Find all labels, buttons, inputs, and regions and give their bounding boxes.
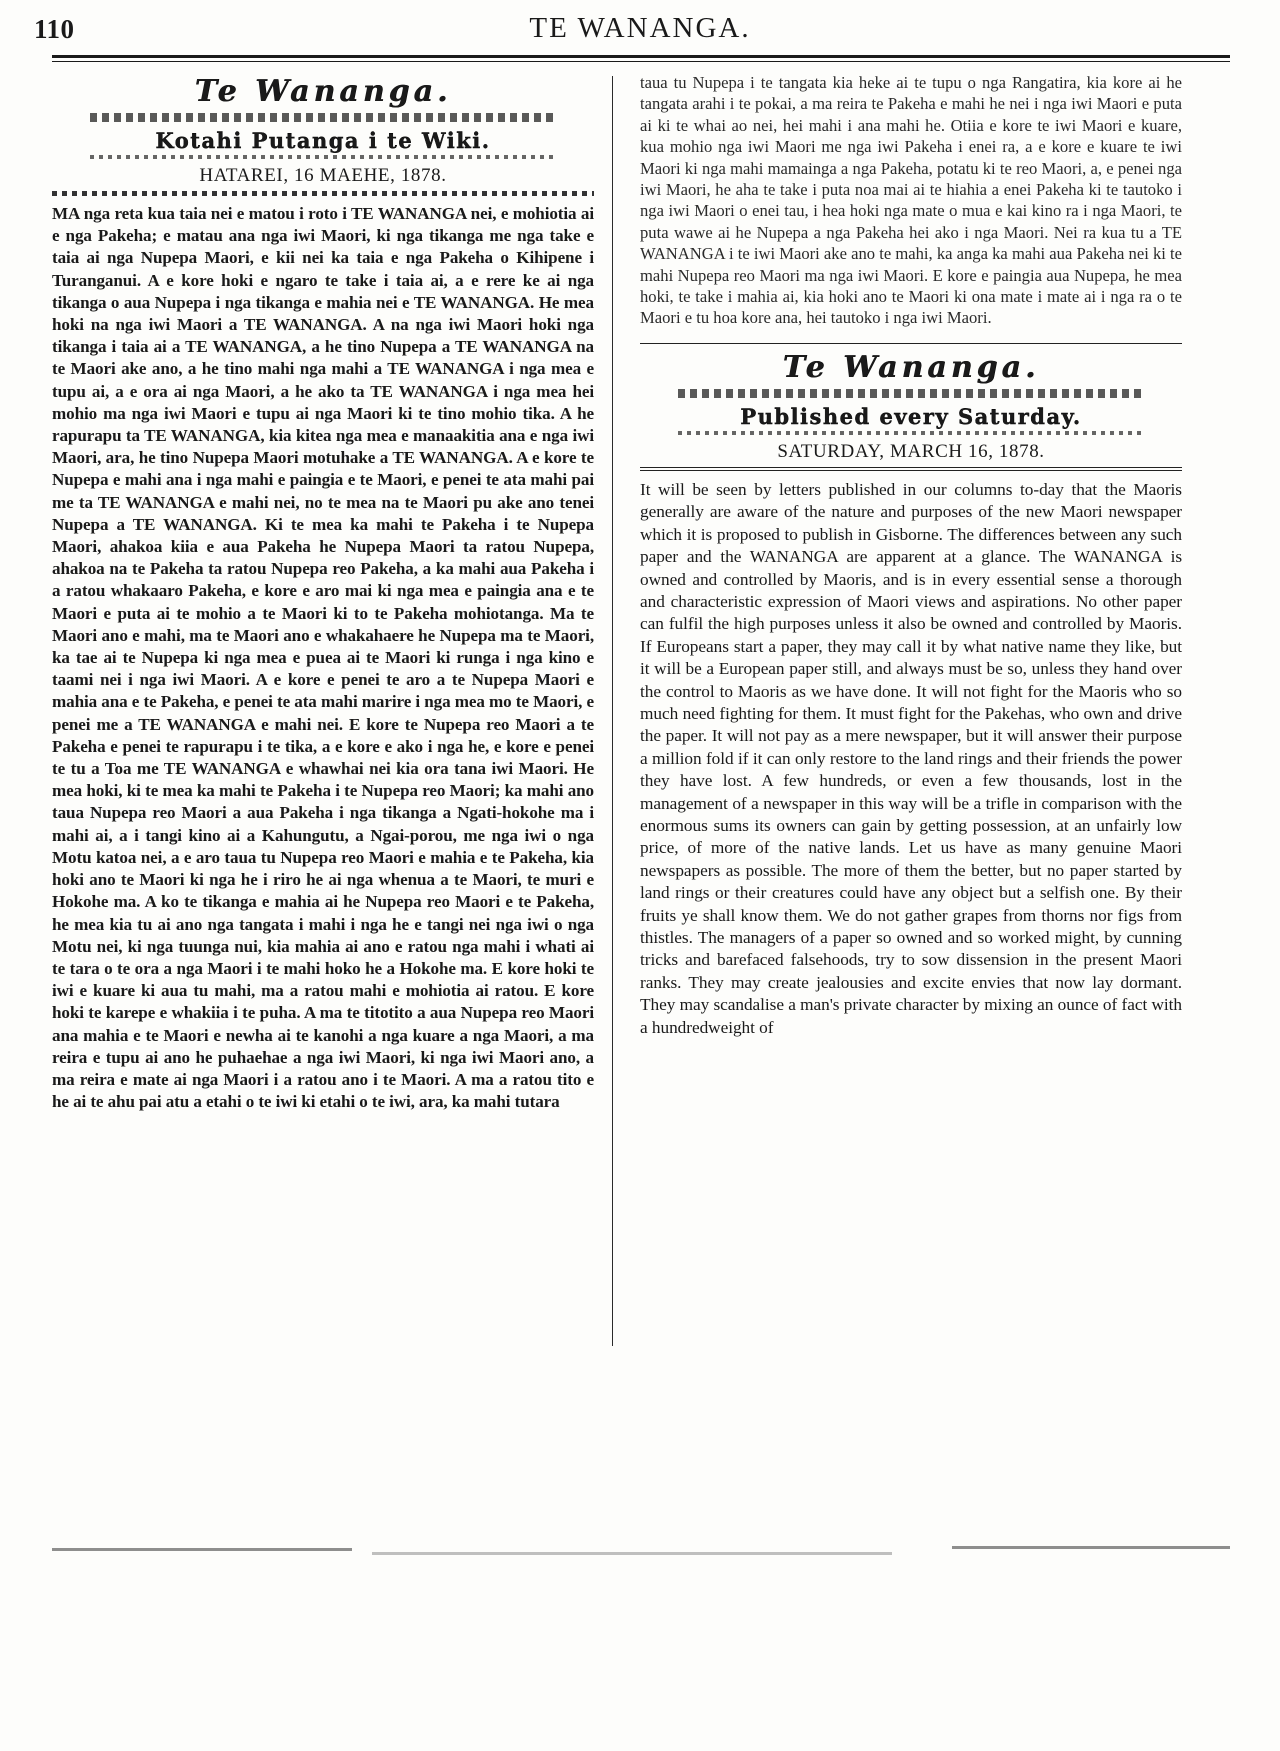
left-masthead: Te Wananga. <box>194 74 452 109</box>
left-dateline: HATAREI, 16 MAEHE, 1878. <box>199 165 447 186</box>
right-dateline-rule <box>640 467 1182 471</box>
ornament-rule-2 <box>90 155 556 159</box>
right-masthead: Te Wananga. <box>782 349 1040 385</box>
column-divider <box>612 76 613 1346</box>
right-article-continuation: taua tu Nupepa i te tangata kia heke ai te tupu o nga Rangatira, kia kore ai he tangata arahi i te pokai, a ma reira te Pakeha e mahi he nei i nga iwi Maori e puta ai ki te whai ao nei, hei mahi i ana mahi he. Otiia e kore te iwi Maori e kuare, kua mohio nga iwi Maori me nga iwi Pakeha i enei ra, a e kore e kuare te iwi Maori ki nga mahi mamainga a nga Pakeha, potatu ki te reo Maori, a, e penei nga iwi Maori, he aha te take i puta noa mai ai te hiahia a enei Pakeha ki te tautoko i nga iwi Maori o enei tau, i hea hoki nga mate o mua e kai kino ra i nga Maori, te puta wawe ai he Nupepa a nga Pakeha hei ako i nga Maori. Nei ra kua tu a TE WANANGA i te iwi Maori ake ano te mahi, ka anga ka mahi aua Pakeha nei ki te mahi Nupepa reo Maori ma nga iwi Maori. E kore e paingia aua Nupepa, he mea hoki, te take i mahia ai, kia hoki ano te Maori ki ona mate i mate ai i nga ra o te Maori e tu hoa kore ana, hei tautoko i nga iwi Maori. <box>640 73 1182 328</box>
right-column <box>640 72 1182 1039</box>
right-dateline: SATURDAY, MARCH 16, 1878. <box>777 440 1045 462</box>
second-masthead-block <box>640 343 1182 471</box>
masthead-divider <box>52 55 1230 62</box>
page-bottom-marks <box>52 1540 1230 1580</box>
left-banner: Kotahi Putanga i te Wiki. <box>155 128 491 153</box>
ornament-rule-3 <box>678 389 1144 398</box>
ornament-rule-1 <box>90 113 556 122</box>
dateline-rule <box>52 191 594 196</box>
left-column <box>52 72 594 1113</box>
right-banner: Published every Saturday. <box>740 403 1082 429</box>
ornament-rule-4 <box>678 431 1144 435</box>
page-title: TE WANANGA. <box>529 12 751 44</box>
editorial-body: It will be seen by letters published in our columns to-day that the Maoris generally are aware of the nature and purposes of the new Maori newspaper which it is proposed to publish in Gisborne. The differences between any such paper and the WANANGA are apparent at a glance. The WANANGA is owned and controlled by Maoris, and is in every essential sense a thorough and characteristic expression of Maori views and aspirations. No other paper can fulfil the high purposes unless it also be owned and controlled by Maoris. If Europeans start a paper, they may call it by what native name they like, but it will be a European paper still, and always must be so, unless they hand over the control to Maoris as we have done. It will not fight for the Maoris who so much need fighting for them. It must fight for the Pakehas, who own and drive the paper. It will not pay as a mere newspaper, but it will answer their purpose a million fold if it can only restore to the land rings and their friends the power they have lost. A few hundreds, or even a few thousands, lost in the management of a newspaper in this way will be a trifle in comparison with the enormous sums its owners can gain by getting possession, at an unfairly low price, of more of the native lands. Let us have as many genuine Maori newspapers as possible. The more of them the better, but no paper started by land rings or their creatures could have any object but a selfish one. By their fruits ye shall know them. We do not gather grapes from thorns nor figs from thistles. The managers of a paper so owned and so worked might, by cunning tricks and barefaced falsehoods, try to sow dissension in the present Maori ranks. They may create jealousies and excite envies that now lay dormant. They may scandalise a man's private character by mixing an ounce of fact with a hundredweight of <box>640 479 1182 1037</box>
masthead2-rule-top <box>640 343 1182 344</box>
page-number: 110 <box>34 14 75 44</box>
left-article-body: MA nga reta kua taia nei e matou i roto i TE WANANGA nei, e mohiotia ai e nga Pakeha; e matau ana nga iwi Maori, ki nga tikanga me nga take e taia ai nga Nupepa Maori, e kii nei ka taia e nga Pakeha o Kihipene i Turanganui. A e kore hoki e ngaro te take i taia ai, a e rere ke ai nga tikanga o aua Nupepa i nga tikanga e mahia nei e TE WANANGA. He mea hoki na nga iwi Maori a TE WANANGA. A na nga iwi Maori hoki nga tikanga i taia ai a TE WANANGA, a he tino Nupepa a TE WANANGA na te Maori ake ano, a he tino mahi nga mahi a TE WANANGA i nga mea e tupu ai, a e ora ai nga Maori, a he ako ta TE WANANGA i nga mea hei mohio ma nga iwi Maori e tupu ai nga Maori ki te tino mohio tika. A he rapurapu ta TE WANANGA, kia kitea nga mea e manaakitia ana e nga iwi Maori, ara, he tino Nupepa Maori motuhake a TE WANANGA. A e kore te Nupepa e mahi ana i nga mahi e paingia e te Maori, e penei te ata mahi pai me ta TE WANANGA e mahi nei, no te mea na te Maori pu ake ano tenei Nupepa a TE WANANGA. Ki te mea ka mahi te Pakeha i te Nupepa Maori, ahakoa kiia e aua Pakeha he Nupepa Maori ta ratou Nupepa, ahakoa na te Pakeha ta ratou Nupepa reo Pakeha, a ka mahi aua Pakeha i a ratou whakaaro Pakeha, e kore e aro mai ki nga mea e paingia ana e te Maori e puta ai te mohio a te Maori ki to te Pakeha mohiotanga. Ma te Maori ano e mahi, ma te Maori ano e whakahaere he Nupepa ma te Maori, ka tae ai te Nupepa ki nga mea e puea ai te Maori ki runga i nga kino e taami nei i nga iwi Maori. A e kore e penei te aro a te Nupepa Maori e mahia ana e te Pakeha, e penei te ata mahi marire i nga mea mo te Maori, e penei me a TE WANANGA e mahi nei. E kore te Nupepa reo Maori a te Pakeha e penei te rapurapu i te tika, a e kore e ako i nga he, e kore e penei te tu a Toa me TE WANANGA e whawhai nei kia ora tana iwi Maori. He mea hoki, ki te mea ka mahi te Pakeha i te Nupepa reo Maori; ka mahi ano taua Nupepa reo Maori a aua Pakeha i nga tikanga a Ngati-hokohe ma i mahi ai, a i tangi kino ai a Kahungutu, a Ngai-porou, me nga iwi o nga Motu katoa nei, a e aro taua tu Nupepa reo Maori e mahia e te Pakeha, kia hoki ano te Maori ki nga he i riro he ai nga whenua a te Maori, te muri e Hokohe ma. A ko te tikanga e mahia ai he Nupepa reo Maori e te Pakeha, he mea kia tu ai ano nga tangata i mahi i nga he e tangi nei nga iwi o nga Motu nei, ki nga tuunga nui, kia mahia ai ano e ratou nga mahi i whati ai te tara o te ora a nga Maori i te mahi hoko he a Hokohe ma. E kore hoki te iwi e kuare ki aua tu mahi, ma a ratou mahi e mohiotia ai ratou. E kore hoki te karepe e whakiia i te puha. A ma te titotito a aua Nupepa reo Maori ana mahia e te Maori e newha ai te kanohi a nga kuare a nga Maori, a ma reira e tupu ai ano he puhaehae a nga iwi Maori, ki nga iwi Maori ano, a ma reira e mate ai nga Maori i a ratou ano i te Maori. A ma a ratou tito e he ai te ahu pai atu a etahi o te iwi ki etahi o te iwi, ara, ka mahi tutara <box>52 204 594 1112</box>
